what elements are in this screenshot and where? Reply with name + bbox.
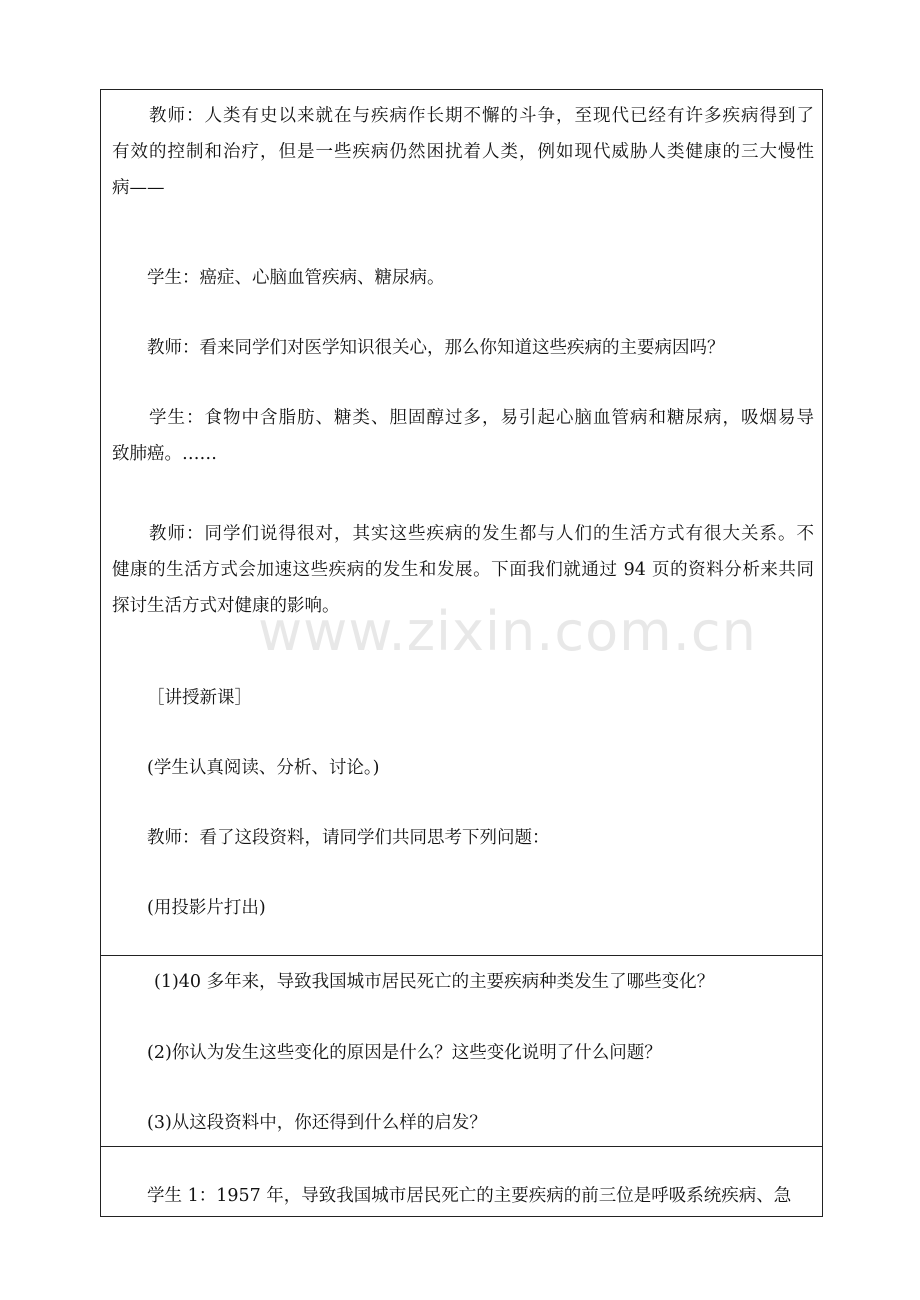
student-1-answer: 学生 1：1957 年，导致我国城市居民死亡的主要疾病的前三位是呼吸系统疾病、急 bbox=[147, 1186, 792, 1206]
question-1: (1)40 多年来，导致我国城市居民死亡的主要疾病种类发生了哪些变化？ bbox=[154, 972, 715, 992]
paragraph-line: 教师：同学们说得很对，其实这些疾病的发生都与人们的生活方式有很大关系。不 bbox=[112, 524, 814, 544]
section-heading-new-lesson: ［讲授新课］ bbox=[147, 688, 252, 708]
teacher-question-causes: 教师：看来同学们对医学知识很关心，那么你知道这些疾病的主要病因吗？ bbox=[147, 338, 725, 358]
teacher-intro-paragraph bbox=[112, 98, 814, 206]
paragraph-line: 致肺癌。…… bbox=[112, 444, 217, 464]
projector-note: (用投影片打出) bbox=[147, 898, 266, 918]
paragraph-line: 探讨生活方式对健康的影响。 bbox=[112, 596, 340, 616]
paragraph-line: 病—— bbox=[112, 178, 165, 198]
paragraph-line: 学生：食物中含脂肪、糖类、胆固醇过多，易引起心脑血管病和糖尿病，吸烟易导 bbox=[112, 408, 814, 428]
question-3: (3)从这段资料中，你还得到什么样的启发？ bbox=[147, 1113, 487, 1133]
student-activity-note: (学生认真阅读、分析、讨论。) bbox=[147, 758, 380, 778]
student-answer-diseases: 学生：癌症、心脑血管疾病、糖尿病。 bbox=[147, 268, 445, 288]
watermark: www.zixin.com.cn bbox=[258, 600, 757, 663]
table-row-divider bbox=[100, 1146, 823, 1147]
teacher-lifestyle-paragraph bbox=[112, 516, 814, 624]
paragraph-line: 健康的生活方式会加速这些疾病的发生和发展。下面我们就通过 94 页的资料分析来共同 bbox=[112, 560, 814, 580]
paragraph-line: 教师：人类有史以来就在与疾病作长期不懈的斗争，至现代已经有许多疾病得到了 bbox=[112, 106, 814, 126]
student-answer-causes bbox=[112, 400, 814, 472]
question-2: (2)你认为发生这些变化的原因是什么？这些变化说明了什么问题？ bbox=[147, 1043, 662, 1063]
paragraph-line: 有效的控制和治疗，但是一些疾病仍然困扰着人类，例如现代威胁人类健康的三大慢性 bbox=[112, 142, 814, 162]
table-row-divider bbox=[100, 955, 823, 956]
teacher-instruction: 教师：看了这段资料，请同学们共同思考下列问题： bbox=[147, 828, 550, 848]
